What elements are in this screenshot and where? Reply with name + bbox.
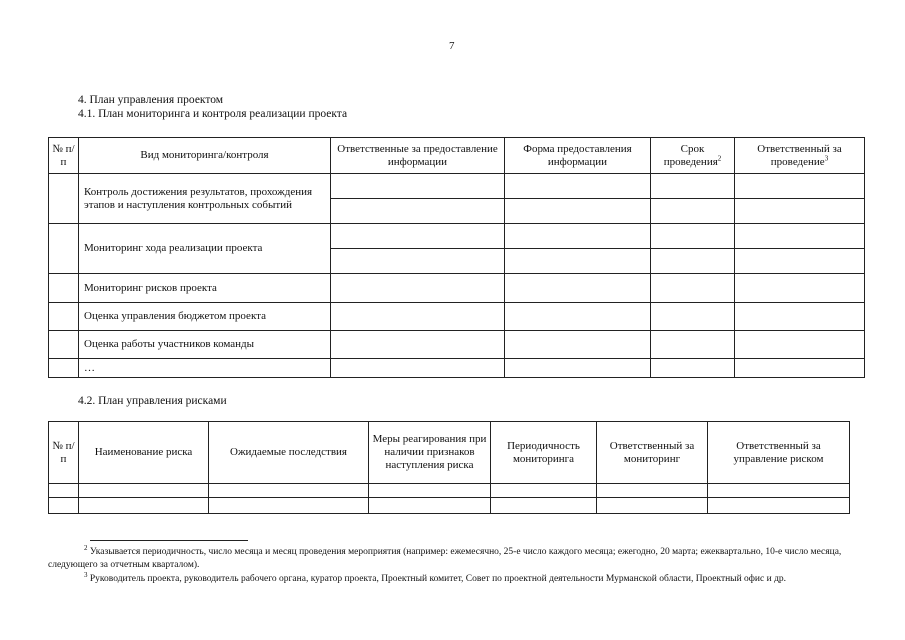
footnote-3-text: Руководитель проекта, руководитель рабочего органа, куратор проекта, Проектный комитет, Совет по проектной деятельности Мурманской области, Проектный офис и др.	[89, 574, 787, 584]
cell-empty	[369, 498, 491, 514]
cell-empty	[505, 199, 651, 224]
cell-empty	[331, 174, 505, 199]
row-label: Мониторинг хода реализации проекта	[79, 224, 331, 274]
monitoring-plan-title: 4.1. План мониторинга и контроля реализации проекта	[78, 108, 348, 120]
cell-empty	[735, 224, 865, 249]
cell-empty	[651, 249, 735, 274]
table-row	[49, 303, 865, 331]
risk-plan-table	[48, 421, 850, 514]
header-responsible-info: Ответственные за предоставление информации	[331, 138, 505, 174]
cell-empty	[49, 498, 79, 514]
cell-empty	[505, 303, 651, 331]
table-row	[49, 174, 865, 199]
cell-empty	[331, 224, 505, 249]
cell-empty	[735, 303, 865, 331]
table-header-row	[49, 138, 865, 174]
page-number: 7	[449, 40, 455, 52]
table-row	[49, 498, 850, 514]
cell-empty	[331, 274, 505, 303]
table-row	[49, 224, 865, 249]
header-risk-name: Наименование риска	[79, 422, 209, 484]
cell-empty	[735, 331, 865, 359]
cell-empty	[491, 498, 597, 514]
table-row	[49, 331, 865, 359]
footnote-separator	[90, 540, 248, 541]
header-responsible-management: Ответственный за управление риском	[708, 422, 850, 484]
cell-empty	[651, 359, 735, 378]
cell-empty	[505, 224, 651, 249]
footnote-3	[48, 570, 868, 586]
cell-empty	[597, 498, 708, 514]
header-monitoring-type: Вид мониторинга/контроля	[79, 138, 331, 174]
row-label: Оценка работы участников команды	[79, 331, 331, 359]
footnote-mark-3: 3	[84, 570, 88, 579]
header-responsible-monitoring: Ответственный за мониторинг	[597, 422, 708, 484]
cell-num	[49, 274, 79, 303]
cell-empty	[49, 484, 79, 498]
cell-empty	[651, 274, 735, 303]
cell-empty	[651, 174, 735, 199]
monitoring-plan-table	[48, 137, 865, 378]
header-num: № п/п	[49, 422, 79, 484]
cell-empty	[505, 249, 651, 274]
row-label: …	[79, 359, 331, 378]
cell-empty	[331, 249, 505, 274]
header-responsible-conduct	[735, 138, 865, 174]
table-row	[49, 274, 865, 303]
cell-num	[49, 331, 79, 359]
cell-empty	[651, 303, 735, 331]
cell-empty	[331, 199, 505, 224]
cell-empty	[735, 249, 865, 274]
header-periodicity: Периодичность мониторинга	[491, 422, 597, 484]
cell-empty	[79, 498, 209, 514]
section-title: 4. План управления проектом	[78, 94, 224, 106]
cell-num	[49, 303, 79, 331]
cell-empty	[708, 498, 850, 514]
cell-num	[49, 359, 79, 378]
cell-empty	[79, 484, 209, 498]
cell-empty	[735, 274, 865, 303]
cell-empty	[369, 484, 491, 498]
cell-empty	[505, 331, 651, 359]
risk-plan-title: 4.2. План управления рисками	[78, 395, 227, 407]
cell-empty	[735, 199, 865, 224]
cell-empty	[651, 331, 735, 359]
cell-num	[49, 224, 79, 274]
row-label: Мониторинг рисков проекта	[79, 274, 331, 303]
footnote-2-text: Указывается периодичность, число месяца и месяц проведения мероприятия (например: ежемесячно, 25-е число каждого месяца; ежегодно, 20 марта; ежеквартально, 10-е число месяца, следующего за отчетным кварталом).	[48, 547, 842, 570]
cell-empty	[708, 484, 850, 498]
cell-empty	[505, 359, 651, 378]
row-label: Оценка управления бюджетом проекта	[79, 303, 331, 331]
header-consequences: Ожидаемые последствия	[209, 422, 369, 484]
footnote-mark-2: 2	[84, 543, 88, 552]
header-term-label: Срок проведения	[663, 142, 718, 168]
footnote-ref-3: 3	[824, 153, 829, 162]
cell-empty	[505, 274, 651, 303]
cell-empty	[209, 498, 369, 514]
cell-empty	[331, 331, 505, 359]
header-measures: Меры реагирования при наличии признаков наступления риска	[369, 422, 491, 484]
cell-empty	[491, 484, 597, 498]
footnote-ref-2: 2	[717, 153, 722, 162]
footnote-2	[48, 543, 868, 572]
cell-empty	[651, 199, 735, 224]
cell-empty	[505, 174, 651, 199]
cell-num	[49, 174, 79, 224]
header-num: № п/п	[49, 138, 79, 174]
cell-empty	[331, 359, 505, 378]
table-row	[49, 484, 850, 498]
header-term	[651, 138, 735, 174]
cell-empty	[331, 303, 505, 331]
cell-empty	[735, 174, 865, 199]
table-row	[49, 359, 865, 378]
cell-empty	[651, 224, 735, 249]
cell-empty	[597, 484, 708, 498]
cell-empty	[735, 359, 865, 378]
table-header-row	[49, 422, 850, 484]
row-label: Контроль достижения результатов, прохождения этапов и наступления контрольных событий	[79, 174, 331, 224]
header-form: Форма предоставления информации	[505, 138, 651, 174]
header-responsible-conduct-label: Ответственный за проведение	[757, 142, 842, 168]
cell-empty	[209, 484, 369, 498]
